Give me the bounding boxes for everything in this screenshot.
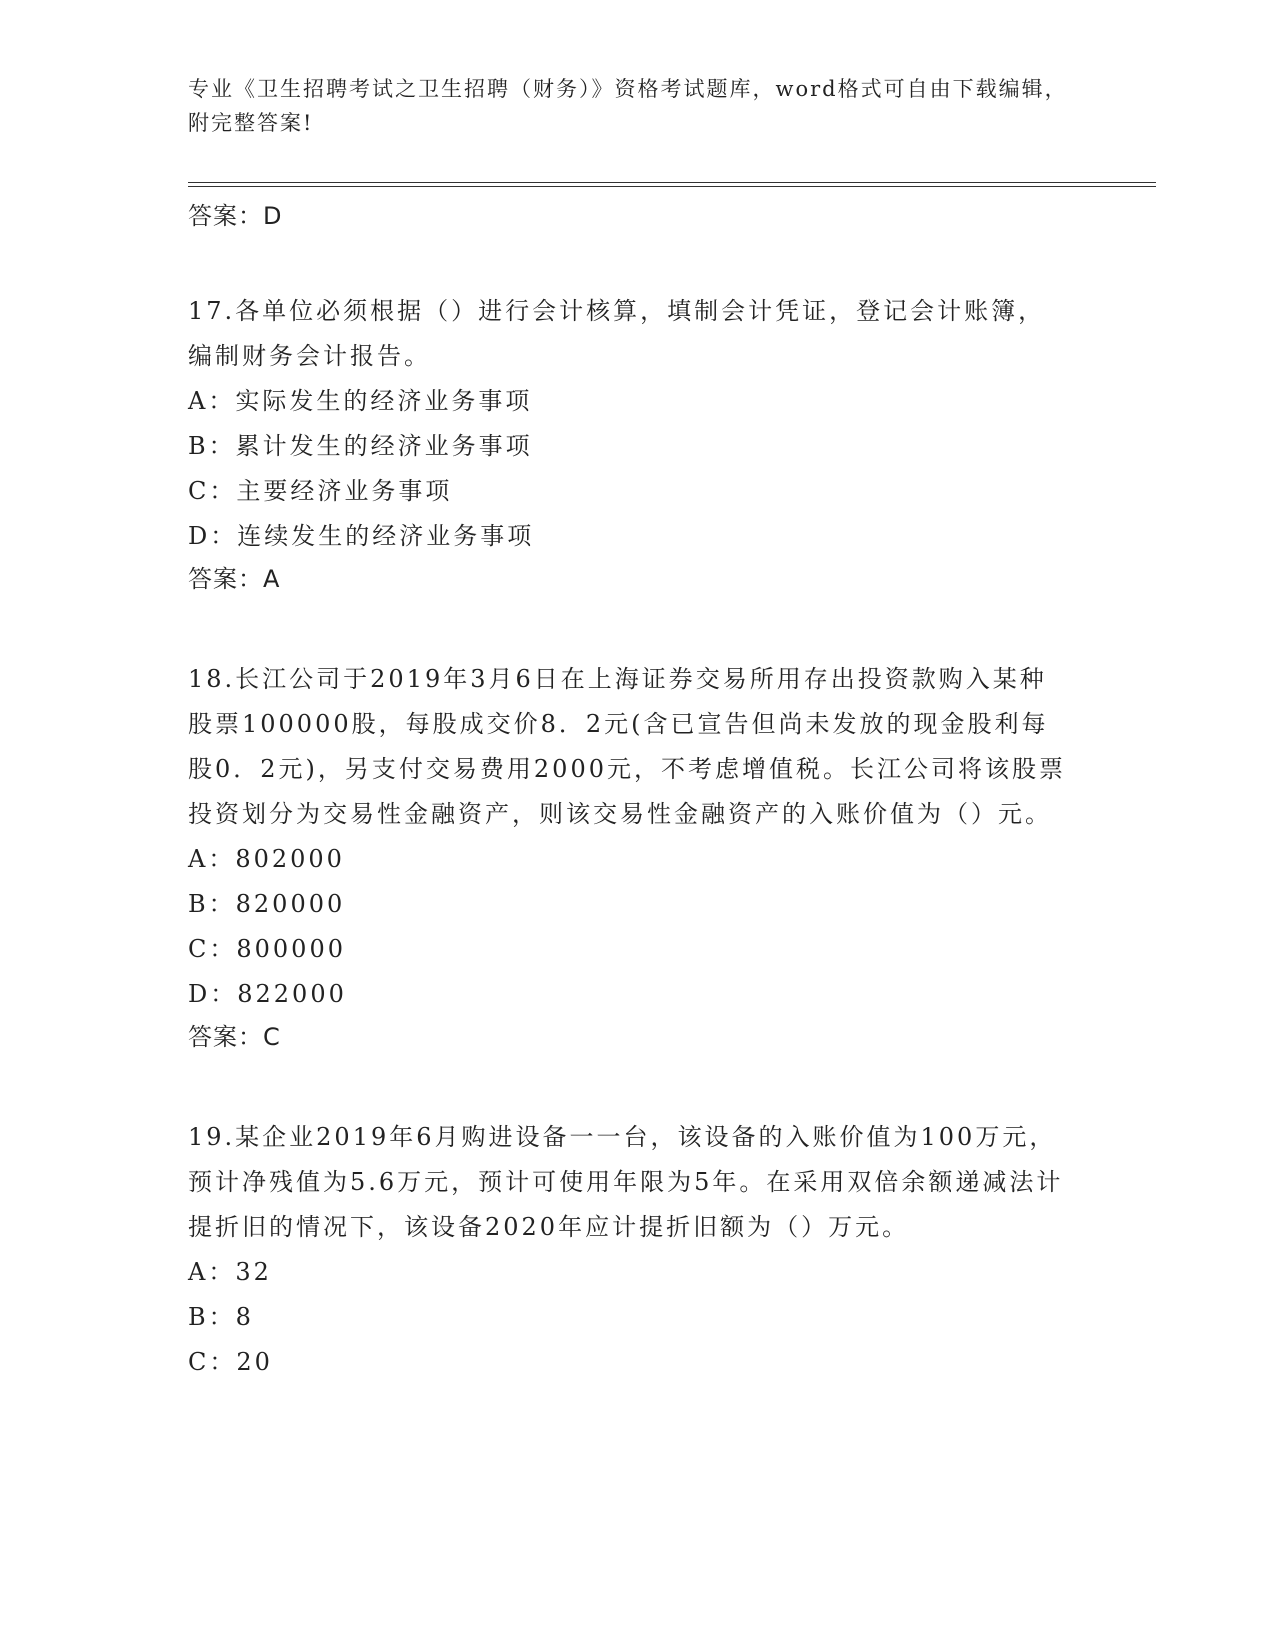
option-b: B：累计发生的经济业务事项 bbox=[188, 432, 533, 460]
question-stem: 19.某企业2019年6月购进设备一一台，该设备的入账价值为100万元，预计净残值为5.6万元，预计可使用年限为5年。在采用双倍余额递减法计提折旧的情况下，该设备2020年应计提折旧额为（）万元。 bbox=[188, 1123, 1064, 1241]
question-answer: 答案：A bbox=[188, 565, 281, 593]
option-c: C：主要经济业务事项 bbox=[188, 477, 453, 505]
option-a: A：802000 bbox=[188, 845, 345, 873]
option-c: C：20 bbox=[188, 1348, 273, 1376]
option-b: B：820000 bbox=[188, 890, 346, 918]
question-stem: 17.各单位必须根据（）进行会计核算，填制会计凭证，登记会计账簿，编制财务会计报告。 bbox=[188, 297, 1046, 370]
option-b: B：8 bbox=[188, 1303, 254, 1331]
option-a: A：32 bbox=[188, 1258, 272, 1286]
document-page bbox=[188, 72, 1148, 1385]
question-18 bbox=[188, 657, 1148, 1057]
question-stem: 18.长江公司于2019年3月6日在上海证券交易所用存出投资款购入某种股票100000股，每股成交价8．2元(含已宣告但尚未发放的现金股利每股0．2元)，另支付交易费用2000元，不考虑增值税。长江公司将该股票投资划分为交易性金融资产，则该交易性金融资产的入账价值为（）元。 bbox=[188, 665, 1066, 828]
question-17 bbox=[188, 289, 1148, 599]
header-divider bbox=[188, 182, 1156, 187]
document-header: 专业《卫生招聘考试之卫生招聘（财务）》资格考试题库，word格式可自由下载编辑，附完整答案! bbox=[188, 77, 1068, 135]
previous-answer: 答案：D bbox=[188, 202, 283, 230]
question-answer: 答案：C bbox=[188, 1023, 281, 1051]
option-a: A：实际发生的经济业务事项 bbox=[188, 387, 533, 415]
option-d: D：822000 bbox=[188, 980, 347, 1008]
option-c: C：800000 bbox=[188, 935, 346, 963]
question-19 bbox=[188, 1115, 1148, 1385]
option-d: D：连续发生的经济业务事项 bbox=[188, 522, 535, 550]
